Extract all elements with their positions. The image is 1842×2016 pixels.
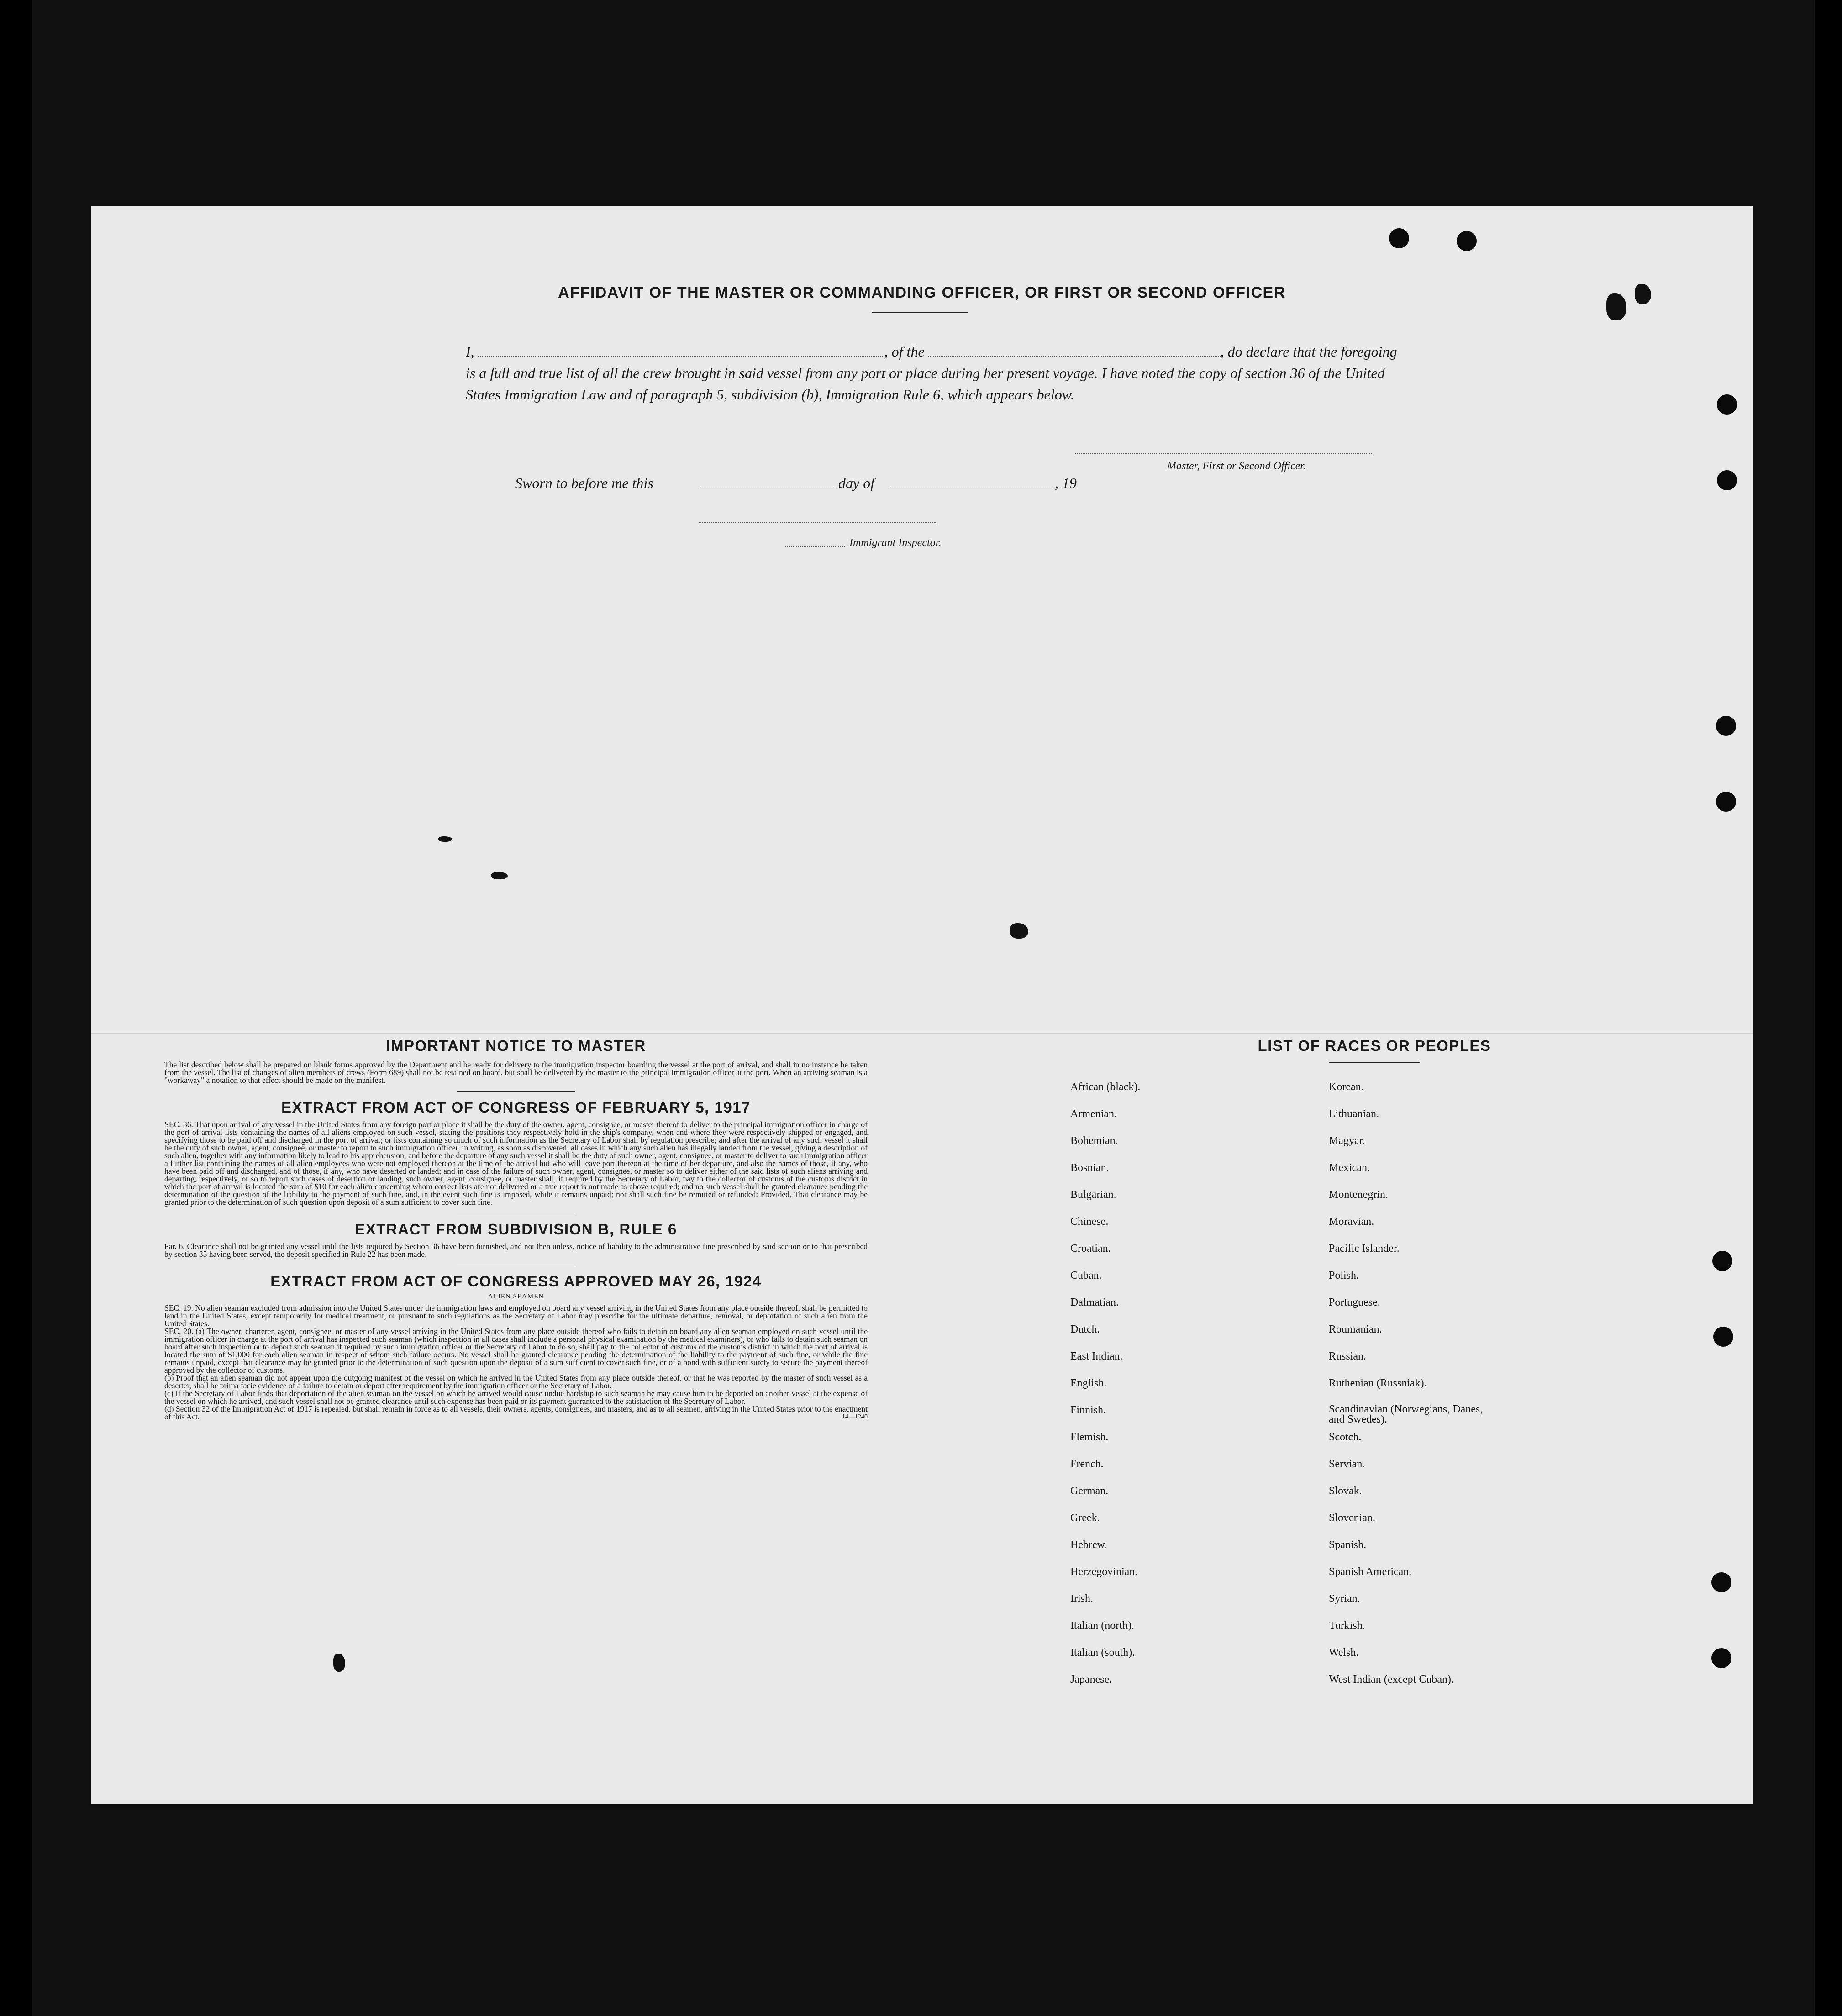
race-item: Ruthenian (Russniak).: [1329, 1377, 1427, 1389]
race-item: German.: [1070, 1485, 1109, 1497]
race-item: Russian.: [1329, 1350, 1367, 1362]
extract-1924-title: EXTRACT FROM ACT OF CONGRESS APPROVED MAY 26, 1924: [270, 1273, 762, 1290]
extract-1924-sec20a: SEC. 20. (a) The owner, charterer, agent, consignee, or master of any vessel arriving in the United States from any place outside thereof who fails to detain on board any alien seaman employed on such vessel until the immigration officer in charge at the port of arrival has inspected such seaman (which inspection in all cases shall include a personal physical examination by the medical examiners), or who fails to detain such seaman on board after such inspection or to deport such seaman if required by such immigration officer or the Secretary of Labor to do so, shall pay to the collector of customs of the customs district in which the port of arrival is located the sum of $1,000 for each alien seaman in respect of whom such failure occurs. No vessel shall be granted clearance pending the determination of the liability to the payment of such fine, or while the fine remains unpaid, except that clearance may be granted prior to the determination of such question upon the deposit of a sum sufficient to cover such fine, or of a bond with sufficient surety to secure the payment thereof approved by the collector of customs.: [164, 1327, 868, 1375]
race-item: Armenian.: [1070, 1108, 1117, 1120]
race-item: Japanese.: [1070, 1674, 1112, 1685]
race-item: Bosnian.: [1070, 1162, 1109, 1174]
punch-hole: [1389, 228, 1409, 248]
form-number: 14—1240: [842, 1413, 868, 1420]
title-underline: [872, 312, 968, 313]
ink-blemish: [1010, 923, 1028, 939]
race-item: Slovak.: [1329, 1485, 1362, 1497]
race-item: Moravian.: [1329, 1216, 1374, 1228]
race-item: Irish.: [1070, 1593, 1093, 1605]
sworn-label: Sworn to before me this: [515, 475, 653, 491]
extract-1924-sec19: SEC. 19. No alien seaman excluded from admission into the United States under the immigration laws and employed on board any vessel arriving in the United States from any place outside thereof, shall be permitted to land in the United States, except temporarily for medical treatment, or pursuant to such regulations as the Secretary of Labor may prescribe for the ultimate departure, removal, or deportation of such alien from the United States.: [164, 1303, 868, 1328]
race-item: Korean.: [1329, 1081, 1364, 1093]
notice-title: IMPORTANT NOTICE TO MASTER: [386, 1037, 646, 1054]
race-item: English.: [1070, 1377, 1107, 1389]
oath-i: I,: [466, 343, 474, 360]
race-item: Herzegovinian.: [1070, 1566, 1138, 1578]
race-item: Italian (north).: [1070, 1620, 1134, 1632]
race-item: Cuban.: [1070, 1270, 1102, 1281]
race-item: Spanish American.: [1329, 1566, 1412, 1578]
oath-body: that the foregoing is a full and true list of all the crew brought in said vessel from any port or place during her present voyage. I have noted the copy of section 36 of the United States Immigration Law and of paragraph 5, subdivision (b), Immigration Rule 6, which appears below.: [466, 343, 1397, 403]
extract-rule6-title: EXTRACT FROM SUBDIVISION B, RULE 6: [355, 1221, 677, 1238]
oath-declare: , do declare: [1220, 343, 1289, 360]
race-item: Roumanian.: [1329, 1323, 1382, 1335]
race-item: Mexican.: [1329, 1162, 1370, 1174]
race-item: Hebrew.: [1070, 1539, 1107, 1551]
vessel-blank[interactable]: [928, 344, 1221, 357]
race-item: Servian.: [1329, 1458, 1365, 1470]
race-item: Spanish.: [1329, 1539, 1367, 1551]
punch-hole: [1717, 470, 1737, 490]
race-item: Magyar.: [1329, 1135, 1365, 1147]
punch-hole: [1712, 1251, 1732, 1271]
race-item: Bulgarian.: [1070, 1189, 1116, 1201]
races-title: LIST OF RACES OR PEOPLES: [1258, 1037, 1491, 1054]
race-item: Lithuanian.: [1329, 1108, 1379, 1120]
inspector-signature-label: Immigrant Inspector.: [849, 537, 942, 549]
race-item: Turkish.: [1329, 1620, 1365, 1632]
day-of-label: day of: [838, 475, 875, 491]
document-page: [91, 206, 1753, 1804]
race-item: African (black).: [1070, 1081, 1141, 1093]
ink-blemish: [438, 836, 452, 842]
punch-hole: [1717, 394, 1737, 415]
punch-hole: [1711, 1648, 1731, 1668]
race-item: Scotch.: [1329, 1431, 1362, 1443]
inspector-signature-prefix: [785, 546, 845, 547]
race-item: Flemish.: [1070, 1431, 1109, 1443]
race-item: Welsh.: [1329, 1647, 1359, 1659]
punch-hole: [1716, 716, 1736, 736]
name-blank[interactable]: [478, 344, 884, 357]
oath-of-the: , of the: [884, 343, 925, 360]
race-item: Dalmatian.: [1070, 1297, 1119, 1308]
race-item: East Indian.: [1070, 1350, 1123, 1362]
film-edge-left: [0, 0, 32, 2016]
race-item: Croatian.: [1070, 1243, 1111, 1255]
punch-hole: [1713, 1327, 1733, 1347]
notice-text: The list described below shall be prepared on blank forms approved by the Department and be ready for delivery to the immigration inspector boarding the vessel at the port of arrival, and shall in no instance be taken from the vessel. The list of changes of alien members of crews (Form 689) shall not be retained on board, but shall be delivered by the master to the principal immigration officer at the port. When an arriving seaman is a "workaway" a notation to that effect should be made on the manifest.: [164, 1060, 868, 1085]
extract-1917-text: SEC. 36. That upon arrival of any vessel in the United States from any foreign port or place it shall be the duty of the owner, agent, consignee, or master thereof to deliver to the principal immigration officer in charge of the port of arrival lists containing the names of all aliens employed on such vessel, stating the positions they respectively hold in the ship's company, when and where they were respectively shipped or engaged, and specifying those to be paid off and discharged in the port of arrival; or lists containing so much of such information as the Secretary of Labor shall by regulation prescribe; and after the arrival of any such vessel it shall be the duty of such owner, agent, consignee, or master to report to such immigration officer, in writing, as soon as discovered, all cases in which any such alien has illegally landed from the vessel, giving a description of such alien, together with any information likely to lead to his apprehension; and before the departure of any such vessel it shall be the duty of such owner, agent, consignee, or master to deliver to such immigration officer a further list containing the names of all alien employees who were not employed thereon at the time of the arrival but who will leave port thereon at the time of her departure, and also the names of those, if any, who have been paid off and discharged, and of those, if any, who have deserted or landed; and in case of the failure of such owner, agent, consignee, or master so to deliver either of the said lists of such aliens arriving and departing, respectively, or so to report such cases of desertion or landing, such owner, agent, consignee, or master shall, if required by the Secretary of Labor, pay to the collector of customs of the customs district in which the port of arrival is located the sum of $10 for each alien concerning whom correct lists are not delivered or a true report is not made as above required; and no such vessel shall be granted clearance pending the determination of the question of the liability to the payment of such fine, and, in the event such fine is imposed, while it remains unpaid; nor shall such fine be remitted or refunded: Provided, That clearance may be granted prior to the determination of such question upon deposit of a sum sufficient to cover such fine.: [164, 1120, 868, 1207]
master-signature-line[interactable]: [1075, 453, 1372, 454]
divider: [457, 1091, 575, 1092]
race-item: West Indian (except Cuban).: [1329, 1674, 1454, 1685]
race-item: Dutch.: [1070, 1323, 1100, 1335]
inspector-signature-line[interactable]: [699, 522, 936, 523]
punch-hole: [1716, 792, 1736, 812]
race-item: Montenegrin.: [1329, 1189, 1388, 1201]
race-item: Bohemian.: [1070, 1135, 1118, 1147]
punch-hole: [1457, 231, 1477, 251]
extract-1924-sec20b: (b) Proof that an alien seaman did not appear upon the outgoing manifest of the vessel on which he arrived in the United States from any place outside thereof, or that he was reported by the master of such vessel as a deserter, shall be prima facie evidence of a failure to detain or deport after requirement by the immigration officer or the Secretary of Labor.: [164, 1373, 868, 1390]
film-edge-right: [1815, 0, 1842, 2016]
races-column: [1070, 1037, 1671, 1685]
extract-1924-sec20c: (c) If the Secretary of Labor finds that deportation of the alien seaman on the vessel on which he arrived would cause undue hardship to such seaman he may cause him to be deported on another vessel at the expense of the vessel on which he arrived, and such vessel shall not be granted clearance until such expense has been paid or its payment guaranteed to the satisfaction of the Secretary of Labor.: [164, 1389, 868, 1406]
race-item: Pacific Islander.: [1329, 1243, 1400, 1255]
race-item: Slovenian.: [1329, 1512, 1375, 1524]
race-item: Syrian.: [1329, 1593, 1360, 1605]
extract-1924-sec20d-text: (d) Section 32 of the Immigration Act of 1917 is repealed, but shall remain in force as to all vessels, their owners, agents, consignees, and masters, and as to all seamen, arriving in the United States prior to the enactment of this Act.: [164, 1404, 868, 1421]
notices-column: [164, 1037, 868, 1421]
ink-blemish: [491, 872, 508, 879]
race-item: Portuguese.: [1329, 1297, 1380, 1308]
page-fold: [91, 1033, 1753, 1034]
extract-1924-subtitle: ALIEN SEAMEN: [488, 1293, 544, 1300]
master-signature-label: Master, First or Second Officer.: [1167, 460, 1306, 472]
affidavit-title: AFFIDAVIT OF THE MASTER OR COMMANDING OFFICER, OR FIRST OR SECOND OFFICER: [558, 284, 1286, 301]
extract-rule6-text: Par. 6. Clearance shall not be granted any vessel until the lists required by Section 36 have been furnished, and not then unless, notice of liability to the administrative fine prescribed by said section or to that prescribed by section 35 having been served, the deposit specified in Rule 22 has been made.: [164, 1242, 868, 1259]
race-item: Finnish.: [1070, 1404, 1106, 1416]
punch-hole: [1711, 1572, 1731, 1592]
race-item: Scandinavian (Norwegians, Danes, and Swedes).: [1329, 1403, 1483, 1425]
race-item: Polish.: [1329, 1270, 1359, 1281]
extract-1924-sec20d: [164, 1405, 868, 1421]
affidavit-oath: [466, 341, 1397, 405]
races-title-underline: [1329, 1062, 1420, 1063]
extract-1917-title: EXTRACT FROM ACT OF CONGRESS OF FEBRUARY 5, 1917: [281, 1099, 751, 1116]
race-item: Italian (south).: [1070, 1647, 1135, 1659]
race-item: Chinese.: [1070, 1216, 1109, 1228]
ink-blemish: [333, 1654, 345, 1672]
year-label: , 19: [1055, 475, 1077, 491]
race-item: French.: [1070, 1458, 1104, 1470]
race-item: Greek.: [1070, 1512, 1100, 1524]
